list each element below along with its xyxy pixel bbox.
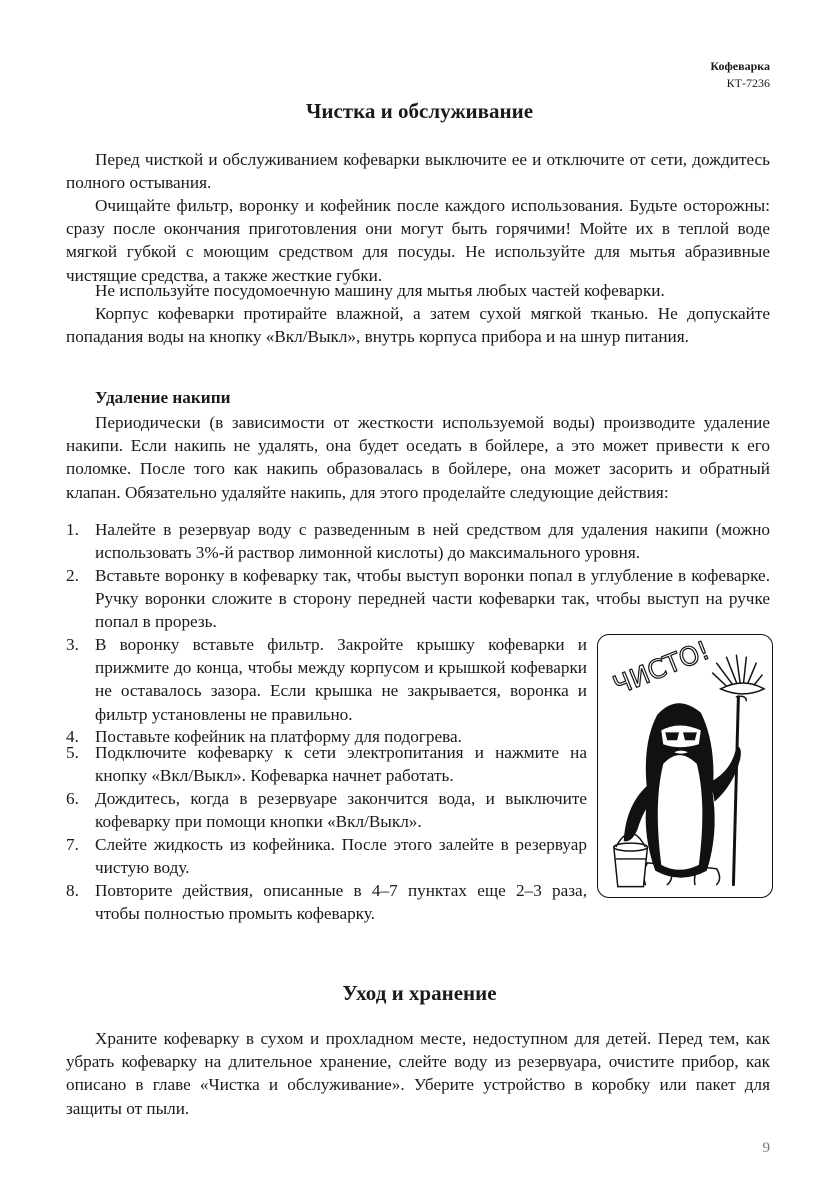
step-number: 4.	[66, 727, 79, 746]
paragraph-unplug: Перед чисткой и обслуживанием кофеварки выключите ее и отключите от сети, дождитесь полного остывания.	[66, 150, 770, 193]
running-header	[710, 58, 770, 92]
paragraph-wipe-body: Корпус кофеварки протирайте влажной, а затем сухой мягкой тканью. Не допускайте попадания воды на кнопку «Вкл/Выкл», внутрь корпуса прибора и на шнур питания.	[66, 304, 770, 347]
paragraph-wash-parts: Очищайте фильтр, воронку и кофейник после каждого использования. Будьте осторожны: сразу после окончания приготовления они могут быть горячими! Мойте их в теплой воде мягкой губкой с моющим средством для посуды. Не используйте для мытья абразивные чистящие средства, а также жесткие губки.	[66, 196, 770, 285]
paragraph-storage: Храните кофеварку в сухом и прохладном месте, недоступном для детей. Перед тем, как убрать кофеварку на длительное хранение, слейте воду из резервуара, очистите прибор, как описано в главе «Чистка и обслуживание». Уберите устройство в коробку или пакет для защиты от пыли.	[66, 1029, 770, 1118]
paragraph-no-dishwasher: Не используйте посудомоечную машину для мытья любых частей кофеварки.	[95, 281, 665, 300]
penguin-with-broom-icon	[598, 635, 772, 897]
step-text: В воронку вставьте фильтр. Закройте крышку кофеварки и прижмите до конца, чтобы между корпусом и крышкой кофеварки не оставалось зазора. Если крышка не закрывается, воронка и фильтр установлены не правильно.	[95, 635, 587, 724]
step-text: Вставьте воронку в кофеварку так, чтобы выступ воронки попал в углубление в кофеварке. Ручку воронки сложите в сторону передней части кофеварки так, чтобы выступ на ручке попал в прорезь.	[95, 566, 770, 632]
step-text: Поставьте кофейник на платформу для подогрева.	[95, 727, 462, 746]
step-text: Дождитесь, когда в резервуаре закончится вода, и выключите кофеварку при помощи кнопки «Вкл/Выкл».	[95, 789, 587, 832]
penguin-illustration	[597, 634, 773, 898]
illustration-caption: ЧИСТО!	[609, 635, 715, 702]
step-text: Слейте жидкость из кофейника. После этого залейте в резервуар чистую воду.	[95, 835, 587, 878]
subsection-title-descaling: Удаление накипи	[95, 388, 231, 407]
paragraph-descaling-intro: Периодически (в зависимости от жесткости используемой воды) производите удаление накипи. Если накипь не удалять, она будет оседать в бойлере, а это может привести к его поломке. После того как накипь образовалась в бойлере, она может засорить и обратный клапан. Обязательно удаляйте накипь, для этого проделайте следующие действия:	[66, 413, 770, 502]
section-title-cleaning: Чистка и обслуживание	[305, 99, 534, 123]
step-text: Повторите действия, описанные в 4–7 пунктах еще 2–3 раза, чтобы полностью промыть кофеварку.	[95, 881, 587, 924]
page-number: 9	[762, 1140, 770, 1156]
header-model: КТ-7236	[726, 76, 770, 90]
step-number: 1.	[66, 520, 79, 539]
step-text: Налейте в резервуар воду с разведенным в ней средством для удаления накипи (можно использовать 3%-й раствор лимонной кислоты) до максимального уровня.	[95, 520, 770, 563]
step-number: 3.	[66, 635, 79, 654]
step-number: 7.	[66, 835, 79, 854]
section-title-storage: Уход и хранение	[342, 981, 497, 1005]
step-number: 2.	[66, 566, 79, 585]
step-text: Подключите кофеварку к сети электропитания и нажмите на кнопку «Вкл/Выкл». Кофеварка начнет работать.	[95, 743, 587, 786]
header-product: Кофеварка	[710, 59, 770, 73]
step-number: 8.	[66, 881, 79, 900]
step-number: 5.	[66, 743, 79, 762]
step-number: 6.	[66, 789, 79, 808]
